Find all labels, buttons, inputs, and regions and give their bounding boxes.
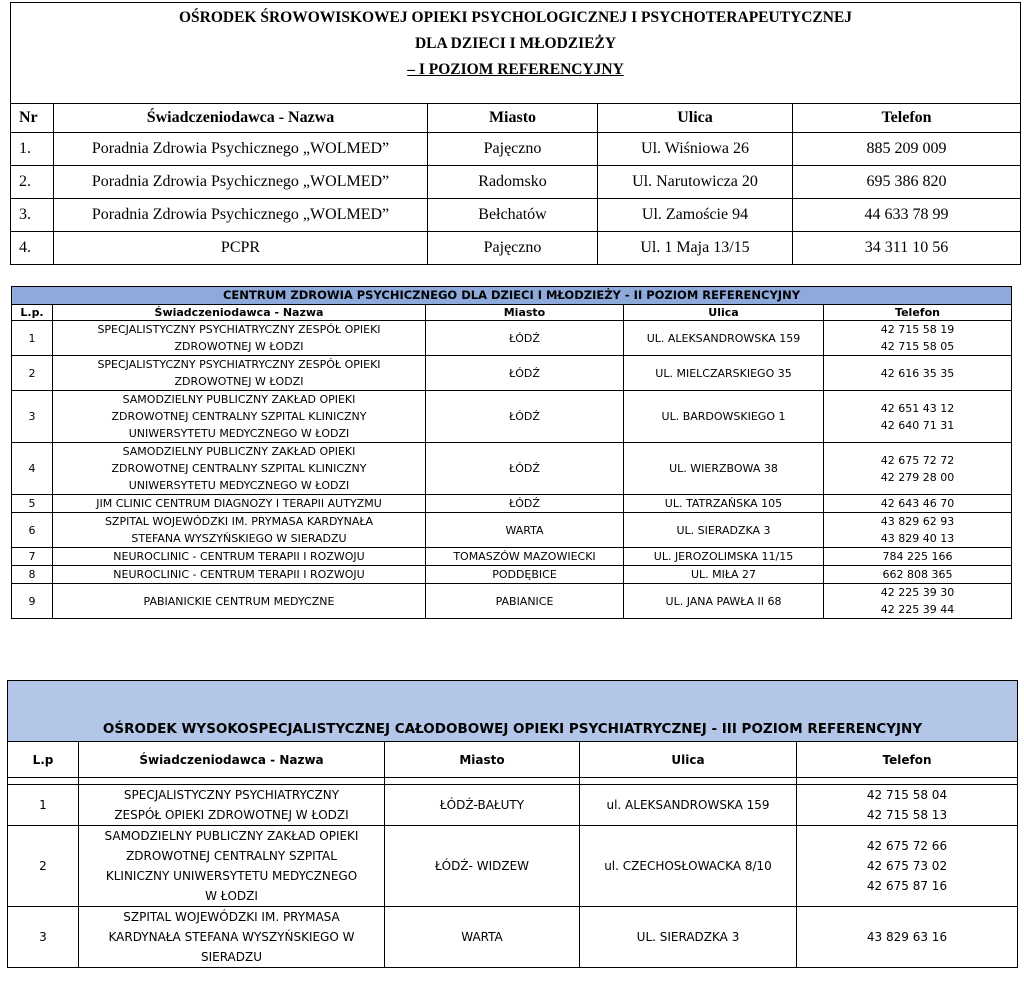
provider-name: PCPR: [54, 232, 428, 265]
level-1-title-line-1: OŚRODEK ŚROWOWISKOWEJ OPIEKI PSYCHOLOGICZNEJ I PSYCHOTERAPEUTYCZNEJ: [178, 9, 853, 26]
provider-name: [79, 907, 385, 968]
city: ŁÓDŹ: [426, 321, 624, 356]
table-row: [12, 513, 1012, 548]
level-1-header-row: [11, 104, 1021, 133]
spacer-cell: [385, 778, 580, 785]
table-row: [12, 495, 1012, 513]
phone-list: [797, 785, 1018, 826]
city: PODDĘBICE: [426, 566, 624, 584]
provider-name-line: SIERADZU: [200, 950, 263, 964]
provider-name-line: KLINICZNY UNIWERSYTETU MEDYCZNEGO: [105, 869, 358, 883]
table-row: [12, 391, 1012, 443]
row-number: 3: [8, 907, 79, 968]
provider-name-line: PABIANICKIE CENTRUM MEDYCZNE: [143, 594, 335, 608]
provider-name: Poradnia Zdrowia Psychicznego „WOLMED”: [54, 199, 428, 232]
level-3-title: OŚRODEK WYSOKOSPECJALISTYCZNEJ CAŁODOBOWEJ OPIEKI PSYCHIATRYCZNEJ - III POZIOM REFERENCYJNY: [8, 681, 1018, 742]
provider-name: [79, 826, 385, 907]
row-number: 4: [12, 443, 53, 495]
header-street: Ulica: [624, 305, 824, 321]
phone: 43 829 40 13: [880, 532, 955, 545]
provider-name: [53, 495, 426, 513]
row-number: 1: [8, 785, 79, 826]
provider-name-line: NEUROCLINIC - CENTRUM TERAPII I ROZWOJU: [113, 568, 365, 581]
provider-name: [53, 391, 426, 443]
street: Ul. Zamoście 94: [598, 199, 793, 232]
provider-name: [53, 443, 426, 495]
phone: 42 279 28 00: [880, 470, 955, 484]
row-number: 3.: [11, 199, 54, 232]
phone: 42 616 35 35: [880, 366, 955, 380]
provider-name-line: STEFANA WYSZYŃSKIEGO W SIERADZU: [131, 532, 347, 545]
street: ul. ALEKSANDROWSKA 159: [580, 785, 797, 826]
header-phone: Telefon: [797, 742, 1018, 778]
phone-list: [797, 907, 1018, 968]
header-name: Świadczeniodawca - Nazwa: [53, 305, 426, 321]
table-row: [11, 232, 1021, 265]
city: Pajęczno: [428, 232, 598, 265]
header-street: Ulica: [598, 104, 793, 133]
street: UL. TATRZAŃSKA 105: [624, 495, 824, 513]
phone: 42 675 87 16: [866, 879, 948, 893]
provider-name: Poradnia Zdrowia Psychicznego „WOLMED”: [54, 166, 428, 199]
provider-name-line: UNIWERSYTETU MEDYCZNEGO W ŁODZI: [128, 479, 350, 492]
phone: 42 715 58 13: [866, 808, 948, 822]
row-number: 1.: [11, 133, 54, 166]
provider-name-line: SPECJALISTYCZNY PSYCHIATRYCZNY ZESPÓŁ OPIEKI: [97, 323, 381, 336]
phone: 42 715 58 04: [866, 788, 948, 802]
row-number: 1: [12, 321, 53, 356]
city: ŁÓDŹ: [426, 356, 624, 391]
provider-name-line: SZPITAL WOJEWÓDZKI IM. PRYMASA KARDYNAŁA: [104, 515, 374, 528]
spacer-cell: [79, 778, 385, 785]
provider-name: [53, 513, 426, 548]
street: UL. BARDOWSKIEGO 1: [624, 391, 824, 443]
header-phone: Telefon: [793, 104, 1021, 133]
table-row: [11, 166, 1021, 199]
phone-list: [824, 584, 1012, 619]
phone: 695 386 820: [793, 166, 1021, 199]
header-nr: Nr: [11, 104, 54, 133]
level-2-header-row: [12, 305, 1012, 321]
phone-list: [824, 548, 1012, 566]
street: UL. SIERADZKA 3: [624, 513, 824, 548]
header-street: Ulica: [580, 742, 797, 778]
provider-name-line: SPECJALISTYCZNY PSYCHIATRYCZNY ZESPÓŁ OPIEKI: [97, 358, 381, 371]
provider-name-line: ZDROWOTNEJ CENTRALNY SZPITAL KLINICZNY: [111, 462, 367, 475]
phone: 34 311 10 56: [793, 232, 1021, 265]
row-number: 2: [8, 826, 79, 907]
header-phone: Telefon: [824, 305, 1012, 321]
phone: 42 675 72 72: [880, 453, 955, 467]
city: WARTA: [385, 907, 580, 968]
level-2-table: [11, 286, 1012, 619]
phone: 42 640 71 31: [880, 418, 955, 432]
phone: 42 225 39 44: [880, 603, 955, 616]
provider-name-line: ZDROWOTNEJ CENTRALNY SZPITAL KLINICZNY: [111, 410, 367, 423]
phone: 42 715 58 05: [880, 340, 955, 353]
header-city: Miasto: [428, 104, 598, 133]
level-1-title-line-3: – I POZIOM REFERENCYJNY: [407, 61, 624, 78]
provider-name: [79, 785, 385, 826]
city: PABIANICE: [426, 584, 624, 619]
provider-name-line: SAMODZIELNY PUBLICZNY ZAKŁAD OPIEKI: [122, 445, 356, 458]
street: Ul. 1 Maja 13/15: [598, 232, 793, 265]
table-row: [8, 907, 1018, 968]
level-1-title: [11, 3, 1021, 104]
provider-name-line: ZDROWOTNEJ CENTRALNY SZPITAL: [126, 849, 337, 863]
provider-name-line: NEUROCLINIC - CENTRUM TERAPII I ROZWOJU: [113, 550, 365, 563]
street: Ul. Wiśniowa 26: [598, 133, 793, 166]
street: UL. JEROZOLIMSKA 11/15: [624, 548, 824, 566]
provider-name-line: SAMODZIELNY PUBLICZNY ZAKŁAD OPIEKI: [104, 829, 359, 843]
table-row: [12, 566, 1012, 584]
provider-name-line: SPECJALISTYCZNY PSYCHIATRYCZNY: [123, 788, 340, 802]
provider-name-line: ZDROWOTNEJ W ŁODZI: [174, 375, 304, 388]
street: UL. MIELCZARSKIEGO 35: [624, 356, 824, 391]
phone: 42 643 46 70: [880, 497, 955, 510]
city: WARTA: [426, 513, 624, 548]
level-2-title: CENTRUM ZDROWIA PSYCHICZNEGO DLA DZIECI I MŁODZIEŻY - II POZIOM REFERENCYJNY: [12, 287, 1012, 305]
row-number: 4.: [11, 232, 54, 265]
row-number: 7: [12, 548, 53, 566]
phone: 43 829 62 93: [880, 515, 955, 528]
header-lp: L.p.: [12, 305, 53, 321]
phone-list: [824, 321, 1012, 356]
city: ŁÓDŹ: [426, 443, 624, 495]
phone: 42 225 39 30: [880, 586, 955, 599]
city: ŁÓDŹ- WIDZEW: [385, 826, 580, 907]
header-name: Świadczeniodawca - Nazwa: [79, 742, 385, 778]
provider-name-line: JIM CLINIC CENTRUM DIAGNOZY I TERAPII AUTYZMU: [96, 497, 382, 510]
spacer-cell: [580, 778, 797, 785]
provider-name-line: ZDROWOTNEJ W ŁODZI: [174, 340, 304, 353]
level-1-title-line-2: DLA DZIECI I MŁODZIEŻY: [414, 35, 617, 52]
table-row: [11, 133, 1021, 166]
header-lp: L.p: [8, 742, 79, 778]
row-number: 5: [12, 495, 53, 513]
level-3-table: [7, 680, 1018, 968]
provider-name: [53, 321, 426, 356]
city: TOMASZÓW MAZOWIECKI: [426, 548, 624, 566]
provider-name: [53, 566, 426, 584]
row-number: 2: [12, 356, 53, 391]
city: ŁÓDŹ: [426, 495, 624, 513]
level-3-header-row: [8, 742, 1018, 778]
spacer-cell: [797, 778, 1018, 785]
phone: 885 209 009: [793, 133, 1021, 166]
table-row: [8, 826, 1018, 907]
phone: 42 675 72 66: [866, 839, 948, 853]
phone: 42 651 43 12: [880, 401, 955, 415]
provider-name-line: UNIWERSYTETU MEDYCZNEGO W ŁODZI: [128, 427, 350, 440]
phone: 42 675 73 02: [866, 859, 948, 873]
street: UL. MIŁA 27: [624, 566, 824, 584]
city: Bełchatów: [428, 199, 598, 232]
phone-list: [824, 566, 1012, 584]
table-row: [12, 584, 1012, 619]
provider-name-line: SAMODZIELNY PUBLICZNY ZAKŁAD OPIEKI: [122, 393, 356, 406]
header-city: Miasto: [426, 305, 624, 321]
street: UL. ALEKSANDROWSKA 159: [624, 321, 824, 356]
phone: 43 829 63 16: [866, 930, 948, 944]
table-row: [12, 356, 1012, 391]
phone-list: [824, 391, 1012, 443]
table-row: [12, 548, 1012, 566]
spacer-cell: [8, 778, 79, 785]
phone-list: [824, 495, 1012, 513]
phone-list: [824, 513, 1012, 548]
row-number: 9: [12, 584, 53, 619]
provider-name: [53, 548, 426, 566]
provider-name: Poradnia Zdrowia Psychicznego „WOLMED”: [54, 133, 428, 166]
provider-name-line: SZPITAL WOJEWÓDZKI IM. PRYMASA: [123, 910, 340, 924]
table-row: [8, 785, 1018, 826]
spacer-row: [8, 778, 1018, 785]
phone: 42 715 58 19: [880, 323, 955, 336]
level-1-table: [10, 2, 1021, 265]
row-number: 2.: [11, 166, 54, 199]
city: Radomsko: [428, 166, 598, 199]
provider-name-line: ZESPÓŁ OPIEKI ZDROWOTNEJ W ŁODZI: [114, 808, 349, 822]
phone-list: [824, 356, 1012, 391]
header-name: Świadczeniodawca - Nazwa: [54, 104, 428, 133]
table-row: [11, 199, 1021, 232]
header-city: Miasto: [385, 742, 580, 778]
row-number: 8: [12, 566, 53, 584]
phone-list: [824, 443, 1012, 495]
phone: 662 808 365: [882, 568, 953, 581]
row-number: 3: [12, 391, 53, 443]
street: UL. SIERADZKA 3: [580, 907, 797, 968]
street: UL. WIERZBOWA 38: [624, 443, 824, 495]
street: ul. CZECHOSŁOWACKA 8/10: [580, 826, 797, 907]
row-number: 6: [12, 513, 53, 548]
provider-name-line: W ŁODZI: [205, 889, 258, 903]
provider-name-line: KARDYNAŁA STEFANA WYSZYŃSKIEGO W: [108, 930, 355, 944]
street: UL. JANA PAWŁA II 68: [624, 584, 824, 619]
city: ŁÓDŹ-BAŁUTY: [385, 785, 580, 826]
table-row: [12, 321, 1012, 356]
street: Ul. Narutowicza 20: [598, 166, 793, 199]
city: Pajęczno: [428, 133, 598, 166]
phone: 44 633 78 99: [793, 199, 1021, 232]
provider-name: [53, 584, 426, 619]
city: ŁÓDŹ: [426, 391, 624, 443]
table-row: [12, 443, 1012, 495]
phone-list: [797, 826, 1018, 907]
provider-name: [53, 356, 426, 391]
phone: 784 225 166: [882, 550, 953, 563]
